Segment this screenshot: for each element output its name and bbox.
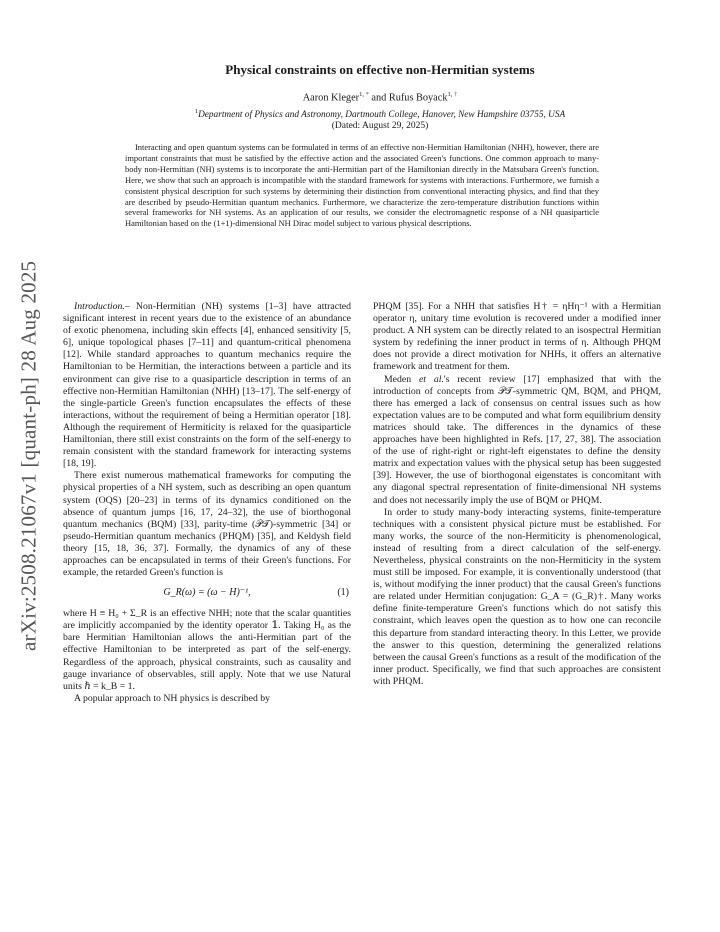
arxiv-identifier-stamp: arXiv:2508.21067v1 [quant-ph] 28 Aug 2025: [16, 260, 41, 652]
author-separator: and: [368, 92, 389, 104]
author-kleger[interactable]: Aaron Kleger: [302, 92, 360, 104]
author-boyack[interactable]: Rufus Boyack: [388, 92, 448, 104]
popular-approach-paragraph: A popular approach to NH physics is described by: [74, 692, 271, 704]
paper-title: Physical constraints on effective non-Hermitian systems: [225, 62, 535, 77]
frameworks-paragraph: There exist numerous mathematical frameworks for computing the physical properties of a NH system, such as describing an open quantum system (OQS) [20–23] in terms of its dynamics conditioned on the absence of quantum jumps [16, 17, 24–32], the use of biorthogonal quantum mechanics (BQM) [33], parity-time (𝒫𝒯)-symmetric [34] or pseudo-Hermitian quantum mechanics (PHQM) [35], and Keldysh field theory [15, 18, 36, 37]. Formally, the dynamics of any of these approaches can be encapsulated in terms of their Green's functions. For example, the retarded Green's function is: [63, 470, 351, 579]
many-body-paragraph: In order to study many-body interacting systems, finite-temperature techniques with a consistent physical picture must be established. For many works, the source of the non-Hermiticity is phenomenological, instead of resulting from a direct calculation of the self-energy. Nevertheless, physical constraints on the non-Hermiticity in the system must still be imposed. For example, it is conventionally understood (that is, without modifying the inner product) that the causal Green's functions are related under Hermitian conjugation: G_A = (G_R)†. Many works define finite-temperature Green's functions which do not satisfy this constraint, which leaves open the question as to how one can reconcile this departure from standard interacting theory. In this Letter, we provide the answer to this question, determining the generalized relations between the causal Green's functions as a result of the modification of the inner product. Specifically, we find that such approaches are consistent with PHQM.: [373, 506, 661, 687]
meden-review-paragraph: Meden et al.'s recent review [17] emphasized that with the introduction of concepts from 𝒫𝒯-symmetric QM, BQM, and PHQM, there has emerged a lack of consensus on central issues such as how expectation values are to be computed and what form equilibrium density matrices should take. The differences in the dynamics of these approaches have been highlighted in Refs. [17, 27, 38]. The association of the use of right-right or right-left eigenstates to define the density matrix and expectation values with the physical setup has been suggested [39]. However, the use of biorthogonal eigenstates is concomitant with any diagonal spectral representation of finite-dimensional NH systems and does not necessarily imply the use of BQM or PHQM.: [373, 373, 662, 506]
intro-paragraph: Introduction.– Non-Hermitian (NH) systems [1–3] have attracted significant interest in recent years due to the existence of an abundance of exotic phenomena, including skin effects [4], enhanced sensitivity [5, 6], unique topological phases [7–11] and quantum-critical phenomena [12]. While standard approaches to quantum mechanics require the Hamiltonian to be Hermitian, the interactions between a particle and its environment can give rise to a quasiparticle description in terms of an effective non-Hermitian Hamiltonian (NHH) [13–17]. The self-energy of the single-particle Green's function encapsulates the effects of these interactions, without the requirement of being a Hermitian operator [18]. Although the requirement of Hermiticity is relaxed for the quasiparticle Hamiltonian, there still exist constraints on the form of the self-energy to remain consistent with the standard framework for interacting systems [18, 19].: [63, 301, 351, 470]
date-line: (Dated: August 29, 2025): [331, 121, 429, 131]
effective-nhh-paragraph: where H ≡ H₀ + Σ_R is an effective NHH; note that the scalar quantities are implicitly accompanied by the identity operator 𝟙. Taking H₀ as the bare Hermitian Hamiltonian allows the anti-Hermitian part of the effective Hamiltonian to be interpreted as part of the self-energy. Regardless of the approach, physical constraints, such as causality and gauge invariance of observables, still apply. Note that we use Natural units ℏ = k_B = 1.: [63, 608, 351, 692]
author-kleger-email-mark[interactable]: *: [365, 91, 369, 98]
left-column: [63, 301, 351, 705]
affiliation-number: 1: [194, 108, 199, 115]
author-kleger-affil: 1, *: [359, 91, 369, 98]
phqm-paragraph: PHQM [35]. For a NHH that satisfies H† = ηHη⁻¹ with a Hermitian operator η, unitary time evolution is recovered under a modified inner product. A NH system can be directly related to an isospectral Hermitian system by redefining the inner product in terms of η. Although PHQM does not provide a direct motivation for NHHs, it offers an alternative framework and treatment for them.: [373, 301, 661, 373]
equation-1: [63, 582, 351, 605]
author-line: [80, 91, 680, 103]
equation-1-number: (1): [337, 587, 349, 599]
right-column: [373, 301, 661, 688]
author-boyack-affil: 1, †: [447, 91, 458, 98]
affiliation: [80, 108, 680, 120]
equation-1-body: G_R(ω) = (ω − H)⁻¹,: [163, 587, 251, 599]
intro-heading: Introduction.: [74, 301, 125, 312]
affiliation-text: Department of Physics and Astronomy, Dartmouth College, Hanover, New Hampshire 03755, USA: [198, 110, 566, 121]
author-boyack-email-mark[interactable]: †: [453, 91, 458, 98]
abstract-text: Interacting and open quantum systems can be formulated in terms of an effective non-Hermitian Hamiltonian (NHH), however, there are important constraints that must be satisfied by the effective action and the associated Green's functions. One common approach to many-body non-Hermitian (NH) systems is to incorporate the anti-Hermitian part of the Hamiltonian directly in the Matsubara Green's function. Here, we show that such an approach is incompatible with the standard framework for systems with interactions. Furthermore, we furnish a consistent physical description for such systems by determining their distinction from conventional interacting physics, and find that they are described by pseudo-Hermitian quantum mechanics. Furthermore, we characterize the zero-temperature distribution functions within several frameworks for NH systems. As an application of our results, we consider the electromagnetic response of a NH quasiparticle Hamiltonian based on the (1+1)-dimensional NH Dirac model subject to various physical descriptions.: [125, 142, 599, 229]
abstract: [125, 142, 599, 229]
